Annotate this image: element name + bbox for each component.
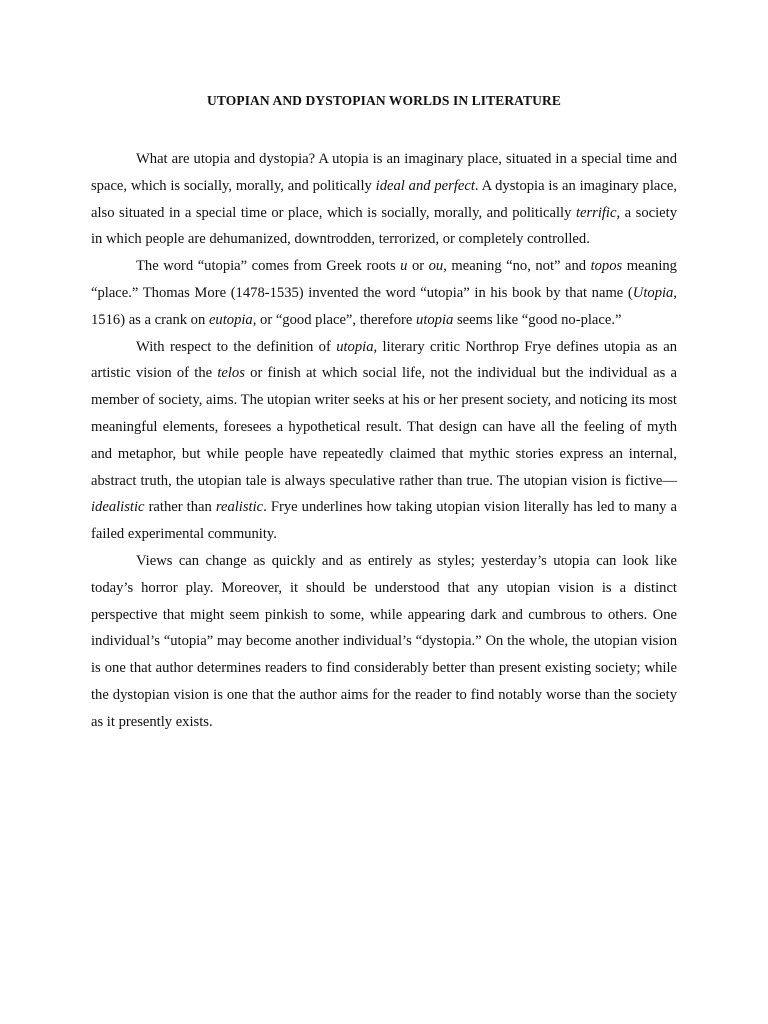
italic-run: topos (590, 258, 623, 275)
text-run: or (407, 258, 429, 275)
italic-run: u (400, 258, 408, 275)
italic-run: Utopia (632, 284, 674, 301)
text-run: . Frye underlines how taking utopian vision literally has led to many a failed experimental community. (91, 499, 677, 543)
italic-run: ou, (428, 258, 447, 275)
italic-run: ideal and perfect (375, 177, 475, 194)
text-run: literary critic Northrop Frye defines utopia as an artistic vision of the (91, 338, 678, 382)
italic-run: idealistic (91, 499, 145, 516)
paragraph (91, 146, 677, 253)
text-run: . A dystopia is an imaginary place, also situated in a special time or place, which is socially, morally, and politically (91, 177, 677, 221)
text-run: Views can change as quickly and as entirely as styles; yesterday’s utopia can look like today’s horror play. Moreover, it should be understood that any utopian vision is a distinct perspective that might seem pinkish to some, while appearing dark and cumbrous to others. One individual’s “utopia” may become another individual’s “dystopia.” On the whole, the utopian vision is one that author determines readers to find considerably better than present existing society; while the dystopian vision is one that the author aims for the reader to find notably worse than the society as it presently exists. (91, 552, 677, 730)
italic-run: realistic (215, 499, 264, 516)
text-run: , 1516) as a crank on (91, 284, 677, 328)
document-title: UTOPIAN AND DYSTOPIAN WORLDS IN LITERATURE (207, 93, 561, 108)
paragraph (91, 253, 677, 333)
text-run: What are utopia and dystopia? A utopia is an imaginary place, situated in a special time and space, which is socially, morally, and politically (91, 151, 677, 194)
text-run: or finish at which social life, not the individual but the individual as a member of society, aims. The utopian writer seeks at his or her present society, and noticing its most meaningful elements, foresees a hypothetical result. That design can have all the feeling of myth and metaphor, but while people have repeatedly claimed that mythic stories express an internal, abstract truth, the utopian tale is always speculative rather than true. The utopian vision is fictive— (91, 365, 677, 489)
text-run: With respect to the definition of (136, 338, 337, 355)
italic-run: utopia (416, 311, 454, 328)
text-run: or “good place”, therefore (256, 311, 417, 328)
paragraph (91, 334, 677, 548)
italic-run: utopia, (336, 338, 378, 355)
text-run: meaning “no, not” and (446, 258, 591, 275)
italic-run: telos (217, 365, 245, 382)
text-run: , a society in which people are dehumanized, downtrodden, terrorized, or completely controlled. (91, 204, 677, 248)
italic-run: terrific (575, 204, 617, 221)
document-body (91, 146, 677, 736)
paragraph (91, 548, 677, 736)
text-run: seems like “good no-place.” (453, 311, 622, 328)
text-run: The word “utopia” comes from Greek roots (136, 258, 401, 275)
italic-run: eutopia, (208, 311, 257, 328)
text-run: rather than (144, 499, 216, 516)
text-run: meaning “place.” Thomas More (1478-1535) invented the word “utopia” in his book by that name ( (91, 258, 677, 301)
